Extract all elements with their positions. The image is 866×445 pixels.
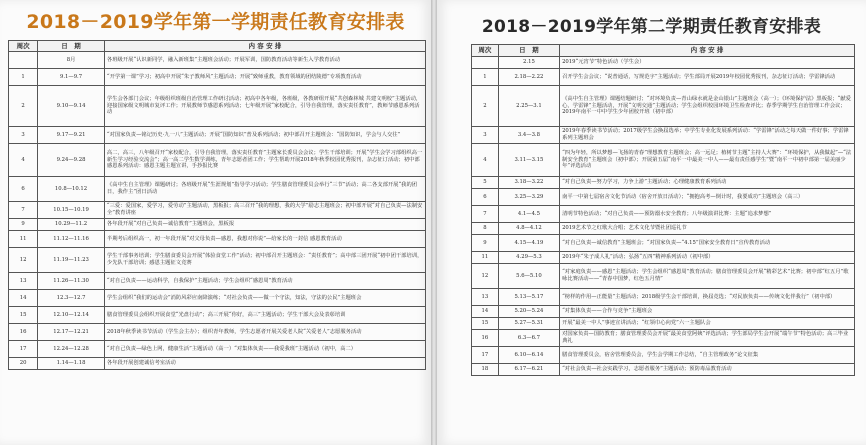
table-row xyxy=(472,223,855,235)
left-table-body xyxy=(9,52,426,370)
header-week: 周次 xyxy=(472,45,499,57)
row-week: 12 xyxy=(9,248,38,273)
row-content: 学生干部事务培训；学生膳食委员会开展“体验食堂工作”活动；初中部召开主题班会：“责任教育”；高中部三团开展“初中团干部培训，少先队干部培训；感恩主题征文竞赛 xyxy=(104,248,425,273)
row-content: 《高中生自主管理》课题结题研讨；“对环境负责—青山绿水就是金山银山”主题班会（高一）；《环境保护法》黑板报；“献爱心，学雷锋”主题活动，开展“文明交通”主题活动；学生会组织校园环境卫生检查评比；春季学期学生自治管理工作会议；2019年南平一中中学生少年团校开班（初中部） xyxy=(560,86,855,127)
row-week: 4 xyxy=(472,144,499,177)
row-date: 12.17—12.21 xyxy=(38,324,105,341)
row-date: 4.1—4.5 xyxy=(498,206,559,223)
row-week: 13 xyxy=(9,273,38,290)
row-week: 7 xyxy=(9,202,38,219)
row-week xyxy=(472,57,499,69)
row-week: 18 xyxy=(472,364,499,376)
row-week: 17 xyxy=(472,347,499,364)
row-week: 1 xyxy=(472,69,499,86)
table-row xyxy=(9,177,426,202)
row-week: 15 xyxy=(9,307,38,324)
row-content: 清明节特色活动；“对自己负责——预防溺水安全教育；八年级演讲比赛：主题“追求梦想” xyxy=(560,206,855,223)
left-page xyxy=(0,0,431,445)
table-row xyxy=(472,289,855,306)
row-date: 5.20—5.24 xyxy=(498,306,559,318)
row-date: 5.6—5.10 xyxy=(498,264,559,289)
row-date: 12.10—12.14 xyxy=(38,307,105,324)
table-row xyxy=(9,358,426,370)
row-week: 11 xyxy=(9,231,38,248)
table-row xyxy=(9,52,426,69)
row-content: “对家庭负责——感恩”主题活动；学生会组织“感恩周”教育活动；膳食管理委员会开展“精彩艺术”比赛；初中部“红五月”歌咏比赛活动——“青春中国梦，红色五月情” xyxy=(560,264,855,289)
table-row xyxy=(472,189,855,206)
row-date: 3.25—3.29 xyxy=(498,189,559,206)
row-date: 6.3—6.7 xyxy=(498,330,559,347)
header-content: 内 容 安 排 xyxy=(560,45,855,57)
table-row xyxy=(472,264,855,289)
row-content: 高二，高三，八年级召开“家校配合，引导自我管理，落实责任教育”主题家长委员会会议；学生干部培训；开展“学生会学习部组织高一新生学习经验交流会”；高一高二学生数学训练，青年志愿者团工作；学生帮助开展2018年秋季校园优秀报刊，杂志征订活动；初中部感恩系列活动：感恩主题主题宣讲，手抄报比赛 xyxy=(104,144,425,177)
row-date: 12.24—12.28 xyxy=(38,341,105,358)
table-row xyxy=(9,127,426,144)
table-row xyxy=(472,364,855,376)
row-content: 《高中生自主管理》课题研讨；各班级开展“生涯规划”指导学习活动；学生膳食管理委员会举行“三节”活动；高二各支部开展“我的团日，我作主”团日活动 xyxy=(104,177,425,202)
row-week xyxy=(9,52,38,69)
row-date: 8月 xyxy=(38,52,105,69)
table-row xyxy=(9,248,426,273)
header-date: 日 期 xyxy=(498,45,559,57)
row-content: 召开学生会会议；“说普通话，写规范字”主题活动；学生部局开展2019年校园优秀报刊，杂志征订活动；学雷锋活动 xyxy=(560,69,855,86)
row-content: “四为年轻，所以梦想—飞扬的青春”理想教育主题班会；高一远足；植树节主题“主持人大赛”：“环境保护，从我做起”—“法制安全教育”主题班会（初中部）；开展第五届“南平一中最美一中人——最有责任感学生”暨“南平一中初中部第一届美丽少年”评选活动 xyxy=(560,144,855,177)
table-row xyxy=(472,177,855,189)
row-week: 5 xyxy=(472,177,499,189)
row-content: “对集体负责——合作与竞争”主题班会 xyxy=(560,306,855,318)
row-date: 11.26—11.30 xyxy=(38,273,105,290)
row-date: 3.18—3.22 xyxy=(498,177,559,189)
row-content: 半期考后组织高一，初一年段开展“对父母负责—感恩，我想对你说”—给家长的一封信 感恩教育活动 xyxy=(104,231,425,248)
row-date: 9.1—9.7 xyxy=(38,69,105,86)
row-content: “对自己负责—诚信教育”主题班会；“对国家负责—“4.15”国家安全教育日”宣传教育活动 xyxy=(560,235,855,252)
row-content: “对自己负责—努力学习，力争上游”主题活动；心理健康教育系列活动 xyxy=(560,177,855,189)
row-week: 7 xyxy=(472,206,499,223)
table-row xyxy=(472,330,855,347)
row-date: 9.10—9.14 xyxy=(38,86,105,127)
row-week: 4 xyxy=(9,144,38,177)
table-row xyxy=(9,219,426,231)
row-week: 6 xyxy=(9,177,38,202)
row-date: 6.10—6.14 xyxy=(498,347,559,364)
row-content: 各年段开展创建诚信考室活动 xyxy=(104,358,425,370)
right-page-title: 2018－2019学年第二学期责任教育安排表 xyxy=(481,17,822,37)
row-content: 膳食管理委员会，宿舍管理委员会，学生会学期工作总结，“自主管理政务”论文征集 xyxy=(560,347,855,364)
row-date: 4.29—5.3 xyxy=(498,252,559,264)
table-row xyxy=(9,144,426,177)
table-row xyxy=(472,57,855,69)
row-date: 3.4—3.8 xyxy=(498,127,559,144)
row-content: 2019年春季读书节活动；2017级学生会换届选举；中学生专业化发展系列活动：“学雷锋”活动之每天做一件好事；学雷锋系列主题班会 xyxy=(560,127,855,144)
row-week: 16 xyxy=(9,324,38,341)
table-row xyxy=(472,86,855,127)
row-week: 1 xyxy=(9,69,38,86)
row-content: “对国家负责—铭记历史·九一八”主题活动；开展“国防知识”普及系列活动；初中部召开主题班会：“国防知识，学会与人交往” xyxy=(104,127,425,144)
header-week: 周次 xyxy=(9,41,38,52)
row-week: 14 xyxy=(9,290,38,307)
left-header-row xyxy=(9,41,426,52)
row-content: 学生会各部门会议；年级组织班级自治管理工作研讨活动；初高中各年级，各班级，各教研组开展“共创森林城 共建文明校”主题活动，迎接国家级文明城市复评工作；开展教师节感恩系列活动；七年级开展“家校配合，引导自我管理，落实责任教育”，教师节感恩系列活动 xyxy=(104,86,425,127)
row-content: 2018年秋季读书节活动（学生会主办）；组织青年教师，学生志愿者开展关爱老人院“关爱老人”志愿服务活动 xyxy=(104,324,425,341)
row-week: 16 xyxy=(472,330,499,347)
row-content: 2019年“朱子成人礼”活动；弘扬“五四”精神系列活动（初中部） xyxy=(560,252,855,264)
table-row xyxy=(9,231,426,248)
table-row xyxy=(9,86,426,127)
table-row xyxy=(472,318,855,330)
left-schedule-table xyxy=(8,40,426,370)
right-header-row xyxy=(472,45,855,57)
row-week: 8 xyxy=(472,223,499,235)
row-week: 3 xyxy=(9,127,38,144)
row-date: 6.17—6.21 xyxy=(498,364,559,376)
row-content: 各班级开展“认识新同学，融入新班集”主题班会活动；开展军训，国防教育活动等新生入学教育活动 xyxy=(104,52,425,69)
row-week: 6 xyxy=(472,189,499,206)
row-content: “开学第一课”学习；初高中开展“朱子教师风”主题活动；开展“致师重教，教育领域的团结陵德”专项教育活动 xyxy=(104,69,425,86)
row-content: 2019“元宵节”特色活动（学生会） xyxy=(560,57,855,69)
row-week: 20 xyxy=(9,358,38,370)
row-date: 9.17—9.21 xyxy=(38,127,105,144)
table-row xyxy=(472,69,855,86)
right-table-body xyxy=(472,57,855,376)
row-week: 13 xyxy=(472,289,499,306)
table-row xyxy=(9,290,426,307)
row-date: 10.8—10.12 xyxy=(38,177,105,202)
header-date: 日 期 xyxy=(38,41,105,52)
table-row xyxy=(9,324,426,341)
table-row xyxy=(9,307,426,324)
table-row xyxy=(472,127,855,144)
header-content: 内 容 安 排 xyxy=(104,41,425,52)
table-row xyxy=(9,69,426,86)
row-content: 2019艺术节之红歌大合唱；艺术文化节暨社团巡礼节 xyxy=(560,223,855,235)
row-date: 4.8—4.12 xyxy=(498,223,559,235)
row-date: 4.15—4.19 xyxy=(498,235,559,252)
row-date: 2.18—2.22 xyxy=(498,69,559,86)
row-content: 膳食管理委员会组织开展食堂“光盘行动”；高三开展“你好，高三”主题活动；学生干部大会及表彰培训 xyxy=(104,307,425,324)
table-row xyxy=(472,206,855,223)
row-week: 14 xyxy=(472,306,499,318)
row-date: 10.29—11.2 xyxy=(38,219,105,231)
table-row xyxy=(9,273,426,290)
table-row xyxy=(472,347,855,364)
row-content: 各年段开展“对自己负责—诚信教育”主题班会，黑板报 xyxy=(104,219,425,231)
row-date: 1.14—1.18 xyxy=(38,358,105,370)
row-date: 5.27—5.31 xyxy=(498,318,559,330)
row-content: “对社会负责—社会实践学习，志愿者服务”主题活动；预防毒品教育活动 xyxy=(560,364,855,376)
row-date: 12.3—12.7 xyxy=(38,290,105,307)
row-week: 2 xyxy=(9,86,38,127)
row-week: 9 xyxy=(9,219,38,231)
row-content: “榜样的作用—正能量”主题活动；2018级学生会干部培训，换届竞选；“对民族负责——传统文化伴我行”（初中部） xyxy=(560,289,855,306)
right-schedule-table xyxy=(471,44,855,376)
row-date: 2.15 xyxy=(498,57,559,69)
row-week: 17 xyxy=(9,341,38,358)
row-date: 11.12—11.16 xyxy=(38,231,105,248)
row-content: “三爱：爱国家，爱学习，爱劳动”主题活动，黑板报；高三召开“我的理想，我的大学”励志主题班会；初中部开展“对自己负责—法制安全”教育讲座 xyxy=(104,202,425,219)
row-week: 15 xyxy=(472,318,499,330)
table-row xyxy=(472,144,855,177)
row-date: 10.15—10.19 xyxy=(38,202,105,219)
row-content: 开展“最美一中人”事迹宣讲活动；“红领巾心向党”六一主题队会 xyxy=(560,318,855,330)
row-content: “对自己负责—绿色上网，健康生活”主题活动（高一）“对集体负责——我爱我班”主题活动（初中，高二） xyxy=(104,341,425,358)
left-page-title: 2018－2019学年第一学期责任教育安排表 xyxy=(26,11,405,33)
row-date: 9.24—9.28 xyxy=(38,144,105,177)
row-week: 2 xyxy=(472,86,499,127)
table-row xyxy=(9,202,426,219)
table-row xyxy=(472,306,855,318)
row-content: 南平一中第七届宿舍文化节活动（宿舍开放日活动）；“拥抱高考—倒计时，我要成功”主题班会（高三） xyxy=(560,189,855,206)
table-row xyxy=(9,341,426,358)
row-week: 3 xyxy=(472,127,499,144)
row-content: “对自己负责——运动科学，自我保护”主题活动；学生会组织“感恩周”教育活动 xyxy=(104,273,425,290)
row-date: 3.11—3.15 xyxy=(498,144,559,177)
table-row xyxy=(472,252,855,264)
row-date: 2.25—3.1 xyxy=(498,86,559,127)
row-content: 对国家负责—国防教育；膳食管理委员会开展“最美食堂阿姨”评选活动；学生部局学生会开展“端午节”特色活动；高三毕业典礼 xyxy=(560,330,855,347)
row-week: 12 xyxy=(472,264,499,289)
row-date: 5.13—5.17 xyxy=(498,289,559,306)
row-content: 学生会组织“我们的运动会”消防风彩应南降演练；“对社会负责——做一个守法，知法，守法的公民”主题班会 xyxy=(104,290,425,307)
row-week: 11 xyxy=(472,252,499,264)
row-date: 11.19—11.23 xyxy=(38,248,105,273)
table-row xyxy=(472,235,855,252)
row-week: 9 xyxy=(472,235,499,252)
right-page xyxy=(437,0,866,445)
